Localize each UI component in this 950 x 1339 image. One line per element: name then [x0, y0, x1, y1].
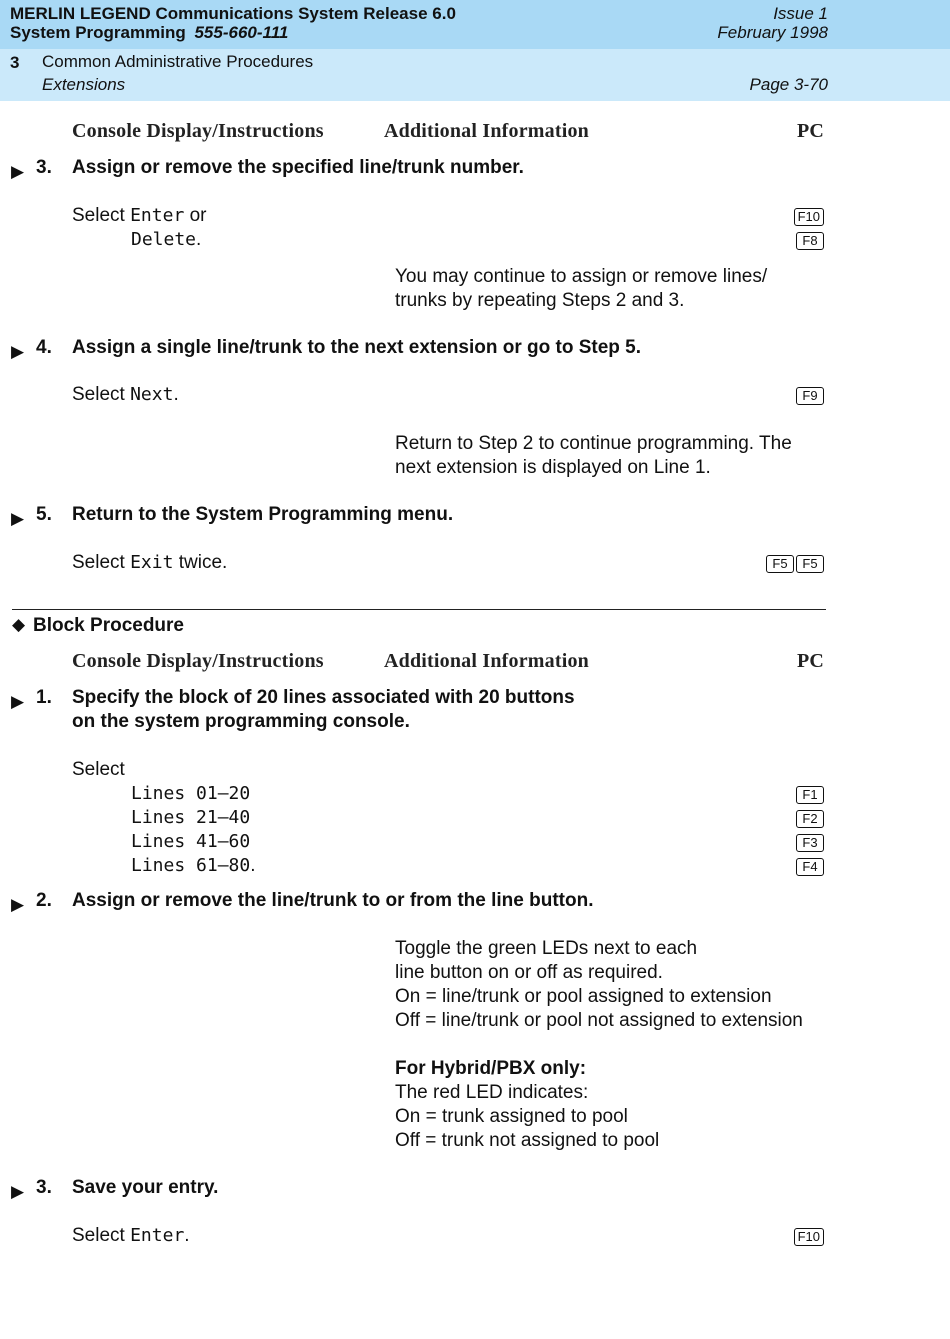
column-heading-console: Console Display/Instructions: [72, 120, 324, 142]
info-text: next extension is displayed on Line 1.: [395, 457, 711, 478]
display-option-enter[interactable]: Enter: [130, 1225, 185, 1246]
key-f1[interactable]: F1: [796, 786, 824, 804]
option-suffix: .: [196, 229, 202, 250]
arrow-right-icon: ▶: [11, 692, 25, 711]
arrow-right-icon: ▶: [11, 162, 25, 181]
step-number: 2.: [36, 890, 52, 911]
display-option-lines-21-40[interactable]: Lines 21–40: [131, 807, 251, 828]
column-heading-info: Additional Information: [384, 120, 589, 142]
step-number: 4.: [36, 337, 52, 358]
step-heading: Specify the block of 20 lines associated with 20 buttons: [72, 687, 575, 708]
step-heading: Assign or remove the line/trunk to or from the line button.: [72, 890, 594, 911]
display-option-next[interactable]: Next: [130, 384, 174, 405]
chapter-number: 3: [10, 53, 20, 72]
arrow-right-icon: ▶: [11, 895, 25, 914]
step-heading: Return to the System Programming menu.: [72, 504, 454, 525]
step-number: 3.: [36, 1177, 52, 1198]
info-text: You may continue to assign or remove lines/: [395, 266, 768, 287]
step-heading: Assign or remove the specified line/trunk number.: [72, 157, 524, 178]
display-option-lines-61-80[interactable]: Lines 61–80: [131, 855, 251, 876]
column-heading-console: Console Display/Instructions: [72, 650, 324, 672]
select-label: Select: [72, 205, 125, 226]
info-text: Off = trunk not assigned to pool: [395, 1130, 660, 1151]
step-number: 5.: [36, 504, 52, 525]
step-number: 1.: [36, 687, 52, 708]
key-f5[interactable]: F5: [766, 555, 794, 573]
info-text: line button on or off as required.: [395, 962, 663, 983]
select-label: Select: [72, 384, 125, 405]
select-label: Select: [72, 1225, 125, 1246]
info-text: trunks by repeating Steps 2 and 3.: [395, 290, 685, 311]
info-text: Toggle the green LEDs next to each: [395, 938, 698, 959]
header-issue: Issue 1: [773, 4, 828, 23]
key-f9[interactable]: F9: [796, 387, 824, 405]
option-suffix: .: [184, 1225, 190, 1246]
instruction-line: [131, 855, 256, 877]
info-text: On = trunk assigned to pool: [395, 1106, 628, 1127]
chapter-title: Common Administrative Procedures: [42, 52, 314, 71]
key-f10[interactable]: F10: [794, 1228, 824, 1246]
step-number: 3.: [36, 157, 52, 178]
info-text: On = line/trunk or pool assigned to extension: [395, 986, 772, 1007]
header-subtitle: [10, 23, 288, 43]
info-text: The red LED indicates:: [395, 1082, 589, 1103]
option-conjunction: or: [189, 205, 207, 226]
instruction-line: [72, 205, 206, 227]
arrow-right-icon: ▶: [11, 342, 25, 361]
option-suffix: twice.: [178, 552, 228, 573]
display-option-lines-41-60[interactable]: Lines 41–60: [131, 831, 251, 852]
info-text: Return to Step 2 to continue programming. The: [395, 433, 792, 454]
section-heading: Block Procedure: [33, 615, 184, 636]
info-subheading: For Hybrid/PBX only:: [395, 1058, 587, 1079]
instruction-line: [72, 384, 179, 406]
key-f5[interactable]: F5: [796, 555, 824, 573]
page-number: Page 3-70: [749, 75, 828, 94]
step-heading: Assign a single line/trunk to the next extension or go to Step 5.: [72, 337, 642, 358]
key-f2[interactable]: F2: [796, 810, 824, 828]
instruction-line: [131, 229, 201, 251]
step-heading: on the system programming console.: [72, 711, 410, 732]
instruction-line: [72, 1225, 190, 1247]
key-f10[interactable]: F10: [794, 208, 824, 226]
select-label: Select: [72, 759, 125, 780]
column-heading-info: Additional Information: [384, 650, 589, 672]
display-option-delete[interactable]: Delete: [131, 229, 197, 250]
arrow-right-icon: ▶: [11, 509, 25, 528]
header-title: MERLIN LEGEND Communications System Release 6.0: [10, 4, 456, 23]
select-label: Select: [72, 552, 125, 573]
option-suffix: .: [250, 855, 256, 876]
column-heading-pc: PC: [797, 120, 825, 142]
key-f3[interactable]: F3: [796, 834, 824, 852]
display-option-enter[interactable]: Enter: [130, 205, 185, 226]
step-heading: Save your entry.: [72, 1177, 219, 1198]
display-option-lines-01-20[interactable]: Lines 01–20: [131, 783, 251, 804]
section-divider: [12, 609, 826, 610]
instruction-line: [72, 552, 227, 574]
column-heading-pc: PC: [797, 650, 825, 672]
header-date: February 1998: [717, 23, 828, 42]
display-option-exit[interactable]: Exit: [130, 552, 174, 573]
key-f4[interactable]: F4: [796, 858, 824, 876]
header-doc-number: 555-660-111: [194, 23, 289, 42]
arrow-right-icon: ▶: [11, 1182, 25, 1201]
option-suffix: .: [173, 384, 179, 405]
header-subtitle-label: System Programming: [10, 23, 186, 42]
key-f8[interactable]: F8: [796, 232, 824, 250]
info-text: Off = line/trunk or pool not assigned to extension: [395, 1010, 803, 1031]
section-title: Extensions: [42, 75, 126, 94]
diamond-bullet-icon: ◆: [12, 615, 26, 634]
